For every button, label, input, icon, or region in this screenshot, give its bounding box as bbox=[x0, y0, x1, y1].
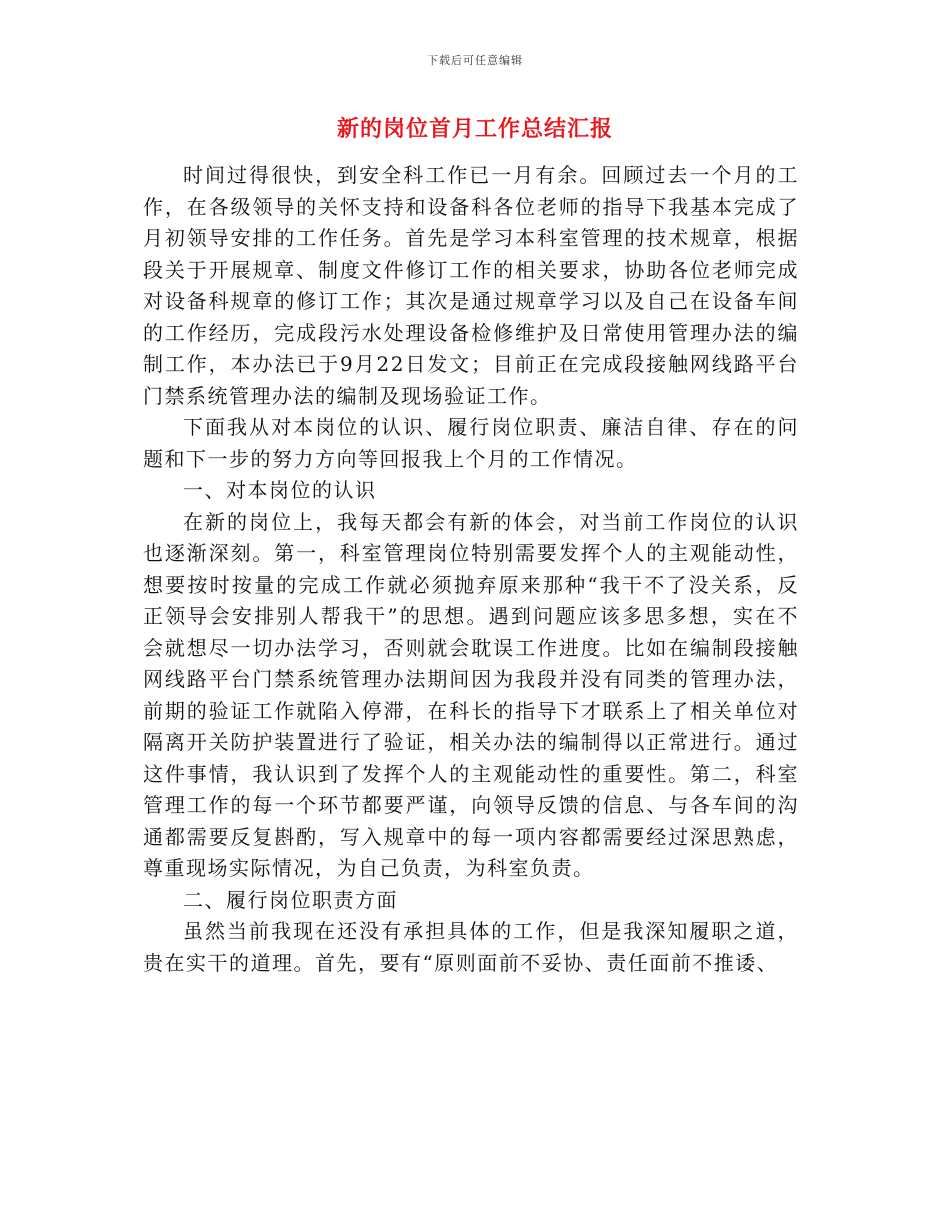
document-body bbox=[143, 160, 799, 979]
paragraph-overview: 下面我从对本岗位的认识、履行岗位职责、廉洁自律、存在的问题和下一步的努力方向等回报我上个月的工作情况。 bbox=[143, 415, 799, 471]
section-heading-1: 一、对本岗位的认识 bbox=[183, 478, 377, 502]
page-header: 下载后可任意编辑 bbox=[427, 54, 523, 67]
section-heading-2: 二、履行岗位职责方面 bbox=[183, 887, 398, 912]
document-title: 新的岗位首月工作总结汇报 bbox=[336, 117, 613, 142]
paragraph-section-1: 在新的岗位上，我每天都会有新的体会，对当前工作岗位的认识也逐渐深刻。第一，科室管理岗位特别需要发挥个人的主观能动性，想要按时按量的完成工作就必须抛弃原来那种“我干不了没关系，反正领导会安排别人帮我干”的思想。遇到问题应该多思多想，实在不会就想尽一切办法学习，否则就会耽误工作进度。比如在编制段接触网线路平台门禁系统管理办法期间因为我段并没有同类的管理办法，前期的验证工作就陷入停滞，在科长的指导下才联系上了相关单位对隔离开关防护装置进行了验证，相关办法的编制得以正常进行。通过这件事情，我认识到了发挥个人的主观能动性的重要性。第二，科室管理工作的每一个环节都要严谨，向领导反馈的信息、与各车间的沟通都需要反复斟酌，写入规章中的每一项内容都需要经过深思熟虑，尊重现场实际情况，为自己负责，为科室负责。 bbox=[143, 509, 799, 880]
paragraph-intro: 时间过得很快，到安全科工作已一月有余。回顾过去一个月的工作，在各级领导的关怀支持和设备科各位老师的指导下我基本完成了月初领导安排的工作任务。首先是学习本科室管理的技术规章，根据段关于开展规章、制度文件修订工作的相关要求，协助各位老师完成对设备科规章的修订工作；其次是通过规章学习以及自己在设备车间的工作经历，完成段污水处理设备检修维护及日常使用管理办法的编制工作，本办法已于9月22日发文；目前正在完成段接触网线路平台门禁系统管理办法的编制及现场验证工作。 bbox=[143, 163, 799, 408]
paragraph-section-2: 虽然当前我现在还没有承担具体的工作，但是我深知履职之道，贵在实干的道理。首先，要有“原则面前不妥协、责任面前不推诿、 bbox=[143, 919, 799, 975]
